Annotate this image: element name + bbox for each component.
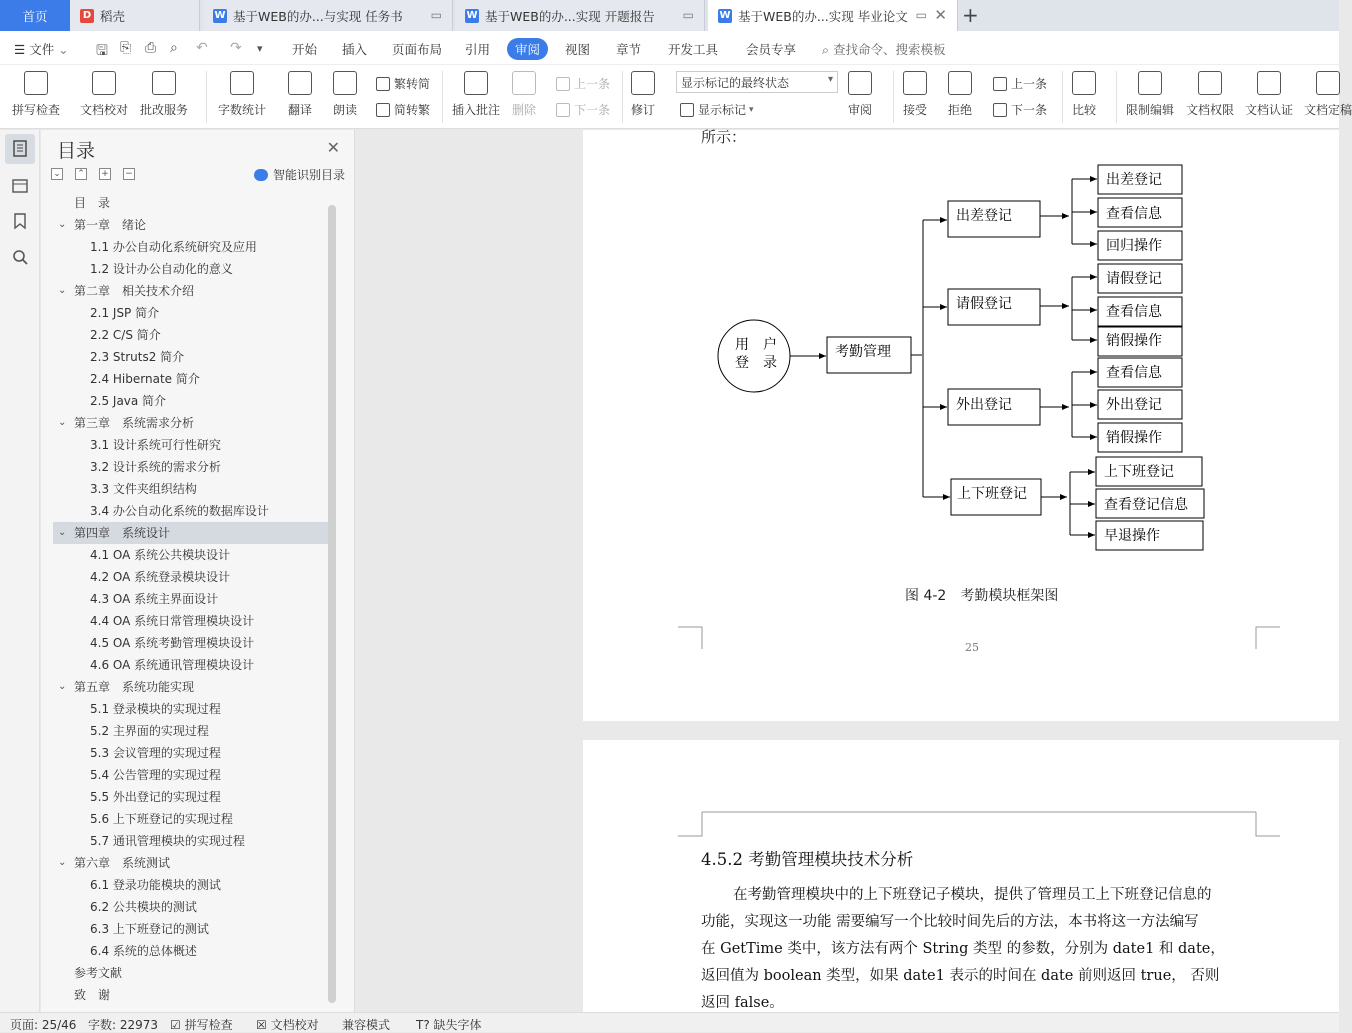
mid-label: 上下班登记 <box>957 486 1027 502</box>
permission-icon <box>1198 71 1222 95</box>
menu-bar <box>0 31 1339 65</box>
show-markup-icon <box>680 103 694 117</box>
tab-doc-biyelunwen[interactable]: W 基于WEB的办...实现 毕业论文 ▭ ✕ <box>708 0 958 31</box>
translate-icon <box>288 71 312 95</box>
toc-item-label: 6.4 系统的总体概述 <box>90 944 197 958</box>
toc-list <box>53 192 329 1006</box>
toc-item[interactable] <box>53 962 329 984</box>
smart-bubble-icon <box>254 169 268 181</box>
toc-item-label: 2.5 Java 简介 <box>90 394 167 408</box>
toc-item-label: 4.5 OA 系统考勤管理模块设计 <box>90 636 255 650</box>
leaf-label: 早退操作 <box>1104 528 1160 544</box>
proofread-icon <box>92 71 116 95</box>
tab-close-icon[interactable]: ✕ <box>934 6 947 24</box>
chevron-down-icon[interactable]: ⌄ <box>58 417 67 428</box>
document-page-26 <box>583 740 1339 1012</box>
smart-toc-button[interactable]: 智能识别目录 <box>254 166 345 183</box>
ribbon-divider <box>206 71 207 123</box>
attendance-module-diagram <box>583 130 1339 721</box>
toc-item[interactable] <box>53 258 329 280</box>
proofread-small-icon: ☒ <box>256 1018 271 1032</box>
accept-icon <box>903 71 927 95</box>
correction-icon <box>152 71 176 95</box>
mid-label: 外出登记 <box>956 397 1012 413</box>
leaf-label: 请假登记 <box>1106 271 1162 287</box>
toc-item-label: 3.1 设计系统可行性研究 <box>90 438 221 452</box>
mid-label: 出差登记 <box>956 208 1012 224</box>
toc-item-label: 1.2 设计办公自动化的意义 <box>90 262 233 276</box>
leaf-label: 查看登记信息 <box>1104 497 1188 513</box>
toc-item[interactable] <box>53 500 329 522</box>
toc-item-label: 5.4 公告管理的实现过程 <box>90 768 221 782</box>
ribbon-divider <box>1062 71 1063 123</box>
toc-item[interactable] <box>53 302 329 324</box>
page-number: 25 <box>965 641 979 654</box>
spell-check-icon <box>24 71 48 95</box>
tab-daoke[interactable]: D 稻壳 <box>70 0 200 31</box>
toc-scrollbar[interactable] <box>328 205 336 1003</box>
markup-state-select[interactable]: 显示标记的最终状态 ▾ <box>676 71 838 93</box>
toc-item[interactable] <box>53 588 329 610</box>
toc-item[interactable] <box>53 764 329 786</box>
toc-item-label: 参考文献 <box>74 966 123 980</box>
figure-caption: 图 4-2 考勤模块框架图 <box>905 588 1059 604</box>
word-count-icon <box>230 71 254 95</box>
toc-item-label: 5.5 外出登记的实现过程 <box>90 790 221 804</box>
menu-view[interactable]: 视图 <box>565 42 591 57</box>
close-icon[interactable]: ✕ <box>326 138 340 157</box>
toc-item-label: 第五章 系统功能实现 <box>74 680 195 694</box>
doc-certify-button[interactable]: 文档认证 <box>1245 71 1293 118</box>
mid-label: 请假登记 <box>956 296 1012 312</box>
prev-change-button[interactable]: 上一条 <box>993 75 1047 92</box>
toc-item[interactable] <box>53 676 329 698</box>
insert-comment-button[interactable]: 插入批注 <box>452 71 500 118</box>
toc-item-label: 1.1 办公自动化系统研究及应用 <box>90 240 257 254</box>
word-count-indicator[interactable]: 字数: 22973 <box>88 1018 159 1032</box>
expand-up-icon[interactable]: ⌃ <box>75 168 87 180</box>
menu-reference[interactable]: 引用 <box>465 42 491 57</box>
toc-item[interactable] <box>53 478 329 500</box>
toc-item-label: 4.1 OA 系统公共模块设计 <box>90 548 231 562</box>
next-comment-icon <box>556 103 570 117</box>
simp-trad-icon <box>376 103 390 117</box>
user-login-line1: 用 户 <box>735 337 777 353</box>
menu-insert[interactable]: 插入 <box>342 42 368 57</box>
doc-proofread-button[interactable]: 文档校对 <box>80 71 128 118</box>
prev-comment-button[interactable]: 上一条 <box>556 75 610 92</box>
bookmark-icon <box>11 212 29 230</box>
attendance-main-label: 考勤管理 <box>835 344 891 360</box>
toc-item-label: 2.3 Struts2 简介 <box>90 350 185 364</box>
toc-item[interactable] <box>53 874 329 896</box>
toc-item[interactable] <box>53 324 329 346</box>
menu-member[interactable]: 会员专享 <box>746 42 797 57</box>
section-heading: 4.5.2 考勤管理模块技术分析 <box>701 850 914 869</box>
toc-panel <box>41 130 355 1012</box>
chapter-nav-button[interactable] <box>11 176 29 194</box>
delete-comment-button[interactable]: 删除 <box>512 71 536 118</box>
tab-monitor-icon[interactable]: ▭ <box>915 8 927 22</box>
menu-page-layout[interactable]: 页面布局 <box>392 42 443 57</box>
toc-item-label: 第二章 相关技术介绍 <box>74 284 195 298</box>
track-changes-button[interactable]: 修订 <box>631 71 655 118</box>
tab-doc-kaitibaogao[interactable]: W 基于WEB的办...实现 开题报告 ▭ <box>455 0 705 31</box>
toc-item[interactable] <box>53 786 329 808</box>
toc-item-label: 第四章 系统设计 <box>74 526 171 540</box>
quick-access-more-icon[interactable]: ▾ <box>257 42 263 55</box>
chevron-down-icon[interactable]: ⌄ <box>58 681 67 692</box>
toc-item-label: 目 录 <box>74 196 111 210</box>
status-spell-check[interactable]: ☑ 拼写检查 <box>170 1018 233 1032</box>
toc-item[interactable] <box>53 566 329 588</box>
toc-item-label: 3.3 文件夹组织结构 <box>90 482 197 496</box>
toc-item-label: 第六章 系统测试 <box>74 856 171 870</box>
leaf-label: 查看信息 <box>1106 206 1162 222</box>
toc-item[interactable] <box>53 192 329 214</box>
toc-item[interactable] <box>53 984 329 1006</box>
leaf-label: 查看信息 <box>1106 304 1162 320</box>
leaf-label: 销假操作 <box>1106 430 1162 446</box>
toc-item[interactable] <box>53 390 329 412</box>
missing-font-button[interactable]: T? 缺失字体 <box>416 1018 482 1032</box>
toc-item-label: 第三章 系统需求分析 <box>74 416 195 430</box>
simp-to-trad-button[interactable]: 简转繁 <box>376 101 430 118</box>
read-aloud-icon <box>333 71 357 95</box>
daoke-logo-icon: D <box>80 9 94 23</box>
toc-item[interactable] <box>53 852 329 874</box>
toc-item-label: 2.4 Hibernate 简介 <box>90 372 200 386</box>
paragraph-line: 返回值为 boolean 类型，如果 date1 表示的时间在 date 前则返回 true， 否则 <box>701 968 1220 984</box>
search-icon <box>11 248 29 266</box>
tab-home[interactable]: 首页 <box>0 0 70 31</box>
leaf-label: 回归操作 <box>1106 238 1162 254</box>
bookmark-button[interactable] <box>11 212 29 230</box>
toc-item[interactable] <box>53 236 329 258</box>
toc-item[interactable] <box>53 544 329 566</box>
toc-item-label: 2.1 JSP 简介 <box>90 306 160 320</box>
chevron-down-icon[interactable]: ⌄ <box>58 857 67 868</box>
word-doc-icon: W <box>719 9 731 21</box>
reject-button[interactable]: 拒绝 <box>948 71 972 118</box>
prev-comment-icon <box>556 77 570 91</box>
add-level-icon[interactable]: + <box>99 168 111 180</box>
save-icon[interactable]: 🖫 <box>96 43 108 59</box>
toc-title: 目录 <box>57 140 96 162</box>
paragraph-line: 返回 false。 <box>701 995 784 1011</box>
review-ribbon <box>0 65 1352 129</box>
toc-item[interactable] <box>53 522 329 544</box>
body-text-top: 所示： <box>701 128 747 146</box>
next-change-button[interactable]: 下一条 <box>993 101 1047 118</box>
read-aloud-button[interactable]: 朗读 <box>333 71 357 118</box>
status-bar <box>0 1012 1339 1032</box>
toc-item[interactable] <box>53 808 329 830</box>
trad-simp-icon <box>376 77 390 91</box>
chevron-down-icon: ⌄ <box>54 42 69 57</box>
tab-doc-renwushu[interactable]: W 基于WEB的办...与实现 任务书 ▭ <box>203 0 453 31</box>
toc-item-label: 5.7 通讯管理模块的实现过程 <box>90 834 245 848</box>
toc-item[interactable] <box>53 610 329 632</box>
redo-icon[interactable]: ↷ <box>230 40 242 56</box>
toc-item-label: 3.4 办公自动化系统的数据库设计 <box>90 504 269 518</box>
toc-item-label: 6.3 上下班登记的测试 <box>90 922 209 936</box>
toc-item-label: 5.1 登录模块的实现过程 <box>90 702 221 716</box>
tab-bar <box>0 0 1339 31</box>
file-menu[interactable]: ☰ 文件 ⌄ <box>14 42 69 57</box>
paragraph-line: 功能，实现这一功能 需要编写一个比较时间先后的方法，本书将这一方法编写 <box>701 914 1199 930</box>
toc-item[interactable] <box>53 368 329 390</box>
toc-item[interactable] <box>53 412 329 434</box>
word-doc-icon: W <box>466 9 478 21</box>
command-search[interactable]: ⌕ 查找命令、搜索模板 <box>822 42 946 57</box>
restrict-editing-button[interactable]: 限制编辑 <box>1126 71 1174 118</box>
toc-item[interactable] <box>53 280 329 302</box>
tab-monitor-icon[interactable]: ▭ <box>430 8 442 22</box>
nav-icon-strip <box>0 130 40 1012</box>
toc-item-label: 第一章 绪论 <box>74 218 147 232</box>
new-tab-plus-icon[interactable]: + <box>962 3 979 27</box>
toc-panel-button[interactable] <box>5 134 35 164</box>
tab-monitor-icon[interactable]: ▭ <box>682 8 694 22</box>
toc-item-label: 4.2 OA 系统登录模块设计 <box>90 570 231 584</box>
print-preview-icon[interactable]: ⌕ <box>170 40 178 56</box>
chevron-down-icon[interactable]: ⌄ <box>58 219 67 230</box>
toc-item[interactable] <box>53 632 329 654</box>
compare-button[interactable]: 比较 <box>1072 71 1096 118</box>
lock-icon <box>1138 71 1162 95</box>
leaf-label: 上下班登记 <box>1104 464 1174 480</box>
trad-to-simp-button[interactable]: 繁转简 <box>376 75 430 92</box>
toc-item[interactable] <box>53 830 329 852</box>
toc-item-label: 3.2 设计系统的需求分析 <box>90 460 221 474</box>
toc-item[interactable] <box>53 654 329 676</box>
page-indicator[interactable]: 页面: 25/46 <box>10 1018 77 1032</box>
menu-review[interactable]: 审阅 <box>507 38 548 60</box>
toc-item-label: 4.6 OA 系统通讯管理模块设计 <box>90 658 255 672</box>
review-pane-icon <box>848 71 872 95</box>
search-icon: ⌕ <box>822 42 833 57</box>
toc-item[interactable] <box>53 720 329 742</box>
chevron-down-icon[interactable]: ⌄ <box>58 285 67 296</box>
missing-font-icon: T? <box>416 1018 434 1032</box>
toc-item[interactable] <box>53 698 329 720</box>
show-markup-button[interactable]: 显示标记 ▾ <box>680 101 754 118</box>
toc-item[interactable] <box>53 896 329 918</box>
collapse-all-icon[interactable]: ⌄ <box>51 168 63 180</box>
comment-icon <box>464 71 488 95</box>
toc-item[interactable] <box>53 918 329 940</box>
toc-item[interactable] <box>53 434 329 456</box>
next-comment-button[interactable]: 下一条 <box>556 101 610 118</box>
toc-item[interactable] <box>53 456 329 478</box>
paragraph-line: 在 GetTime 类中，该方法有两个 String 类型 的参数，分别为 date1 和 date， <box>701 941 1225 957</box>
ribbon-divider <box>1116 71 1117 123</box>
body-paragraph <box>701 882 1261 1017</box>
toc-item-label: 2.2 C/S 简介 <box>90 328 161 342</box>
menu-chapter[interactable]: 章节 <box>616 42 642 57</box>
chapter-nav-icon <box>11 176 29 194</box>
next-change-icon <box>993 103 1007 117</box>
word-doc-icon: W <box>214 9 226 21</box>
word-count-button[interactable]: 字数统计 <box>218 71 266 118</box>
menu-developer[interactable]: 开发工具 <box>668 42 719 57</box>
search-panel-button[interactable] <box>11 248 29 266</box>
certify-icon <box>1257 71 1281 95</box>
toc-item[interactable] <box>53 214 329 236</box>
reject-icon <box>948 71 972 95</box>
compare-icon <box>1072 71 1096 95</box>
user-login-line2: 登 录 <box>735 355 777 371</box>
toc-item-label: 4.4 OA 系统日常管理模块设计 <box>90 614 255 628</box>
leaf-label: 出差登记 <box>1106 172 1162 188</box>
toc-item-label: 6.1 登录功能模块的测试 <box>90 878 221 892</box>
remove-level-icon[interactable]: − <box>123 168 135 180</box>
hamburger-icon: ☰ <box>14 42 30 57</box>
status-proofread[interactable]: ☒ 文档校对 <box>256 1018 319 1032</box>
toc-item-label: 5.2 主界面的实现过程 <box>90 724 209 738</box>
undo-icon[interactable]: ↶ <box>196 40 208 56</box>
leaf-label: 外出登记 <box>1106 397 1162 413</box>
delete-comment-icon <box>512 71 536 95</box>
ribbon-divider <box>442 71 443 123</box>
toc-item-label: 5.3 会议管理的实现过程 <box>90 746 221 760</box>
translate-button[interactable]: 翻译 <box>288 71 312 118</box>
document-canvas[interactable] <box>356 130 1339 1012</box>
compat-mode-label: 兼容模式 <box>342 1018 391 1032</box>
paragraph-line: 在考勤管理模块中的上下班登记子模块，提供了管理员工上下班登记信息的 <box>733 887 1212 903</box>
finalize-icon <box>1316 71 1340 95</box>
page-header-marks <box>583 740 1339 860</box>
correction-service-button[interactable]: 批改服务 <box>140 71 188 118</box>
ribbon-divider <box>622 71 623 123</box>
chevron-down-icon[interactable]: ⌄ <box>58 527 67 538</box>
toc-item-label: 致 谢 <box>74 988 111 1002</box>
page-corner-marks <box>678 627 1280 649</box>
print-icon[interactable]: ⎙ <box>145 40 157 56</box>
checkbox-icon: ☑ <box>170 1018 185 1032</box>
toc-icon <box>5 134 35 164</box>
prev-change-icon <box>993 77 1007 91</box>
toc-item[interactable] <box>53 346 329 368</box>
leaf-label: 销假操作 <box>1106 333 1162 349</box>
toc-item-label: 5.6 上下班登记的实现过程 <box>90 812 233 826</box>
toc-item[interactable] <box>53 940 329 962</box>
doc-permission-button[interactable]: 文档权限 <box>1186 71 1234 118</box>
review-pane-button[interactable]: 审阅 <box>848 71 872 118</box>
document-page-25 <box>583 130 1339 721</box>
toc-item-label: 6.2 公共模块的测试 <box>90 900 197 914</box>
accept-button[interactable]: 接受 <box>903 71 927 118</box>
spell-check-button[interactable]: 拼写检查 <box>12 71 60 118</box>
menu-start[interactable]: 开始 <box>292 42 318 57</box>
track-changes-icon <box>631 71 655 95</box>
toc-scrollbar-thumb[interactable] <box>328 205 336 1003</box>
leaf-label: 查看信息 <box>1106 365 1162 381</box>
export-icon[interactable]: ⎘ <box>120 40 132 56</box>
toc-item-label: 4.3 OA 系统主界面设计 <box>90 592 219 606</box>
doc-finalize-button[interactable]: 文档定稿 <box>1304 71 1339 118</box>
ribbon-divider <box>893 71 894 123</box>
toc-item[interactable] <box>53 742 329 764</box>
